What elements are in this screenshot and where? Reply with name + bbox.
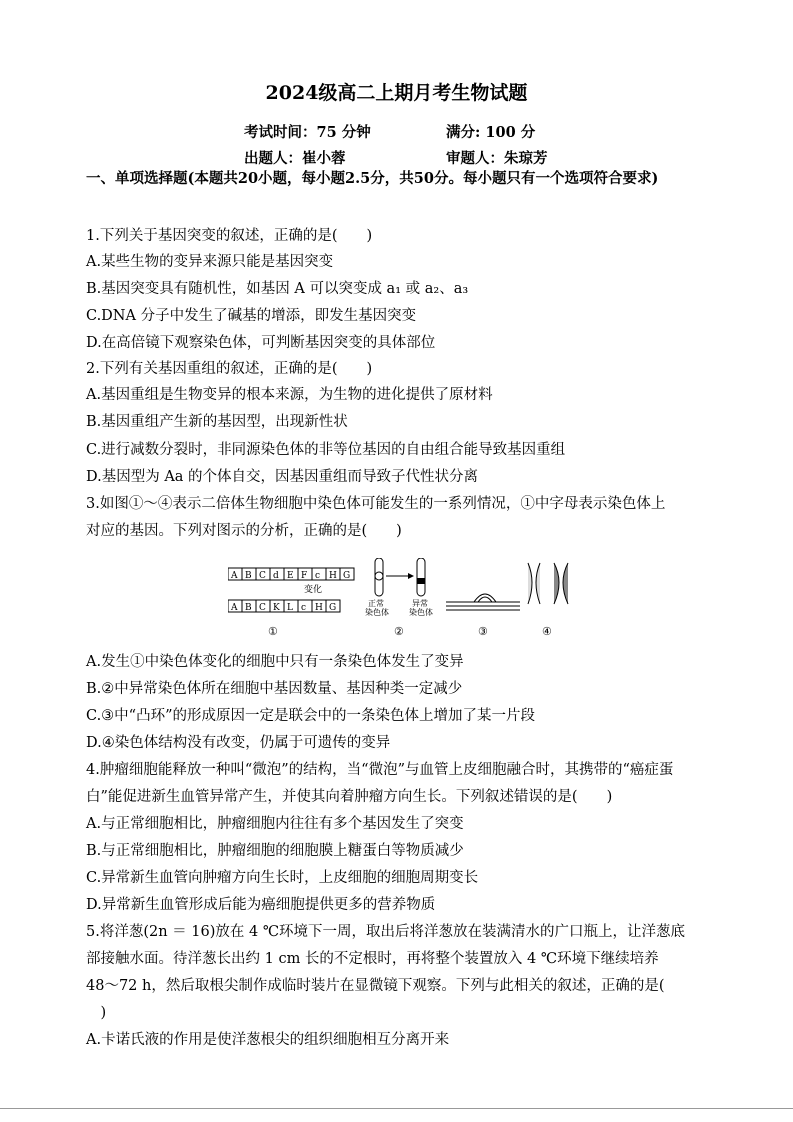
q3-option-b: B.②中异常染色体所在细胞中基因数量、基因种类一定减少 xyxy=(86,681,463,697)
svg-text:异常: 异常 xyxy=(412,599,428,608)
q2-stem: 2.下列有关基因重组的叙述，正确的是( ) xyxy=(86,361,373,377)
exam-time: 考试时间：75 分钟 xyxy=(244,124,371,141)
abnormal-chromosome-shape xyxy=(417,558,425,596)
q3-option-a: A.发生①中染色体变化的细胞中只有一条染色体发生了变异 xyxy=(86,654,464,670)
bottom-strip-gene-label: c xyxy=(301,603,307,613)
svg-text:③: ③ xyxy=(478,625,488,638)
bottom-strip-gene-label: C xyxy=(259,603,266,613)
top-strip-gene-label: A xyxy=(231,571,238,581)
top-strip-gene-label: F xyxy=(301,571,308,581)
bottom-strip-gene-label: L xyxy=(287,603,293,613)
top-strip-gene-label: d xyxy=(273,571,279,581)
svg-text:染色体: 染色体 xyxy=(365,608,389,617)
question-reviewer: 审题人：朱琼芳 xyxy=(446,150,548,167)
cross-chromosome-2 xyxy=(554,563,568,604)
q1-option-d: D.在高倍镜下观察染色体，可判断基因突变的具体部位 xyxy=(86,335,436,351)
arrow-icon xyxy=(408,573,414,579)
q3-option-d: D.④染色体结构没有改变，仍属于可遗传的变异 xyxy=(86,735,391,751)
q1-option-a: A.某些生物的变异来源只能是基因突变 xyxy=(86,254,334,270)
page-bottom-rule xyxy=(0,1108,793,1109)
q4-option-c: C.异常新生血管向肿瘤方向生长时，上皮细胞的细胞周期变长 xyxy=(86,870,479,886)
svg-text:正常: 正常 xyxy=(368,599,384,608)
svg-text:④: ④ xyxy=(542,625,552,638)
top-strip-gene-label: C xyxy=(259,571,266,581)
q5-stem-4: ) xyxy=(86,1005,107,1021)
q4-option-d: D.异常新生血管形成后能为癌细胞提供更多的营养物质 xyxy=(86,897,436,913)
svg-text:①: ① xyxy=(268,625,278,638)
q5-stem-2: 部接触水面。待洋葱长出约 1 cm 长的不定根时，再将整个装置放入 4 ℃环境下继续培养 xyxy=(86,951,659,967)
top-strip-gene-label: c xyxy=(315,571,321,581)
bottom-strip-gene-label: A xyxy=(231,603,238,613)
q5-stem-3: 48～72 h，然后取根尖制作成临时装片在显微镜下观察。下列与此相关的叙述，正确的是( xyxy=(86,978,665,994)
cross-chromosome-1 xyxy=(528,563,540,604)
top-strip-gene-label: E xyxy=(287,571,294,581)
q4-option-b: B.与正常细胞相比，肿瘤细胞的细胞膜上糖蛋白等物质减少 xyxy=(86,843,464,859)
q4-stem-2: 白”能促进新生血管异常产生，并使其向着肿瘤方向生长。下列叙述错误的是( ) xyxy=(86,789,613,805)
q3-stem-2: 对应的基因。下列对图示的分析，正确的是( ) xyxy=(86,523,402,539)
question-setter: 出题人：崔小蓉 xyxy=(244,150,346,167)
q1-stem: 1.下列关于基因突变的叙述，正确的是( ) xyxy=(86,228,373,244)
q3-option-c: C.③中“凸环”的形成原因一定是联会中的一条染色体上增加了某一片段 xyxy=(86,708,536,724)
loop-shape xyxy=(474,594,496,602)
q4-option-a: A.与正常细胞相比，肿瘤细胞内往往有多个基因发生了突变 xyxy=(86,816,464,832)
top-strip-gene-label: H xyxy=(329,571,337,581)
change-label: 变化 xyxy=(304,585,323,595)
chromosome-figure xyxy=(228,558,588,640)
bottom-strip-gene-label: H xyxy=(315,603,323,613)
q2-option-a: A.基因重组是生物变异的根本来源，为生物的进化提供了原材料 xyxy=(86,387,493,403)
bottom-strip-gene-label: K xyxy=(273,603,280,613)
top-strip-gene-label: G xyxy=(343,571,351,581)
gene-strip-top xyxy=(228,568,354,581)
q2-option-c: C.进行减数分裂时，非同源染色体的非等位基因的自由组合能导致基因重组 xyxy=(86,442,566,458)
q3-stem-1: 3.如图①～④表示二倍体生物细胞中染色体可能发生的一系列情况，①中字母表示染色体上 xyxy=(86,496,666,512)
q1-option-b: B.基因突变具有随机性，如基因 A 可以突变成 a₁ 或 a₂、a₃ xyxy=(86,281,469,297)
full-score: 满分: 100 分 xyxy=(446,124,536,141)
q4-stem-1: 4.肿瘤细胞能释放一种叫“微泡”的结构，当“微泡”与血管上皮细胞融合时，其携带的“癌症蛋 xyxy=(86,762,674,778)
page-title: 2024级高二上期月考生物试题 xyxy=(265,82,528,104)
top-strip-gene-label: B xyxy=(245,571,252,581)
q5-option-a: A.卡诺氏液的作用是使洋葱根尖的组织细胞相互分离开来 xyxy=(86,1032,450,1048)
q2-option-b: B.基因重组产生新的基因型，出现新性状 xyxy=(86,414,348,430)
bottom-strip-gene-label: B xyxy=(245,603,252,613)
gene-strip-bottom xyxy=(228,600,340,613)
section-heading: 一、单项选择题(本题共20小题，每小题2.5分，共50分。每小题只有一个选项符合要求) xyxy=(86,170,659,187)
svg-text:②: ② xyxy=(394,625,404,638)
q5-stem-1: 5.将洋葱(2n ＝ 16)放在 4 ℃环境下一周，取出后将洋葱放在装满清水的广口瓶上，让洋葱底 xyxy=(86,924,686,940)
bottom-strip-gene-label: G xyxy=(329,603,337,613)
svg-text:染色体: 染色体 xyxy=(409,608,433,617)
q1-option-c: C.DNA 分子中发生了碱基的增添，即发生基因突变 xyxy=(86,308,417,324)
q2-option-d: D.基因型为 Aa 的个体自交，因基因重组而导致子代性状分离 xyxy=(86,469,479,485)
